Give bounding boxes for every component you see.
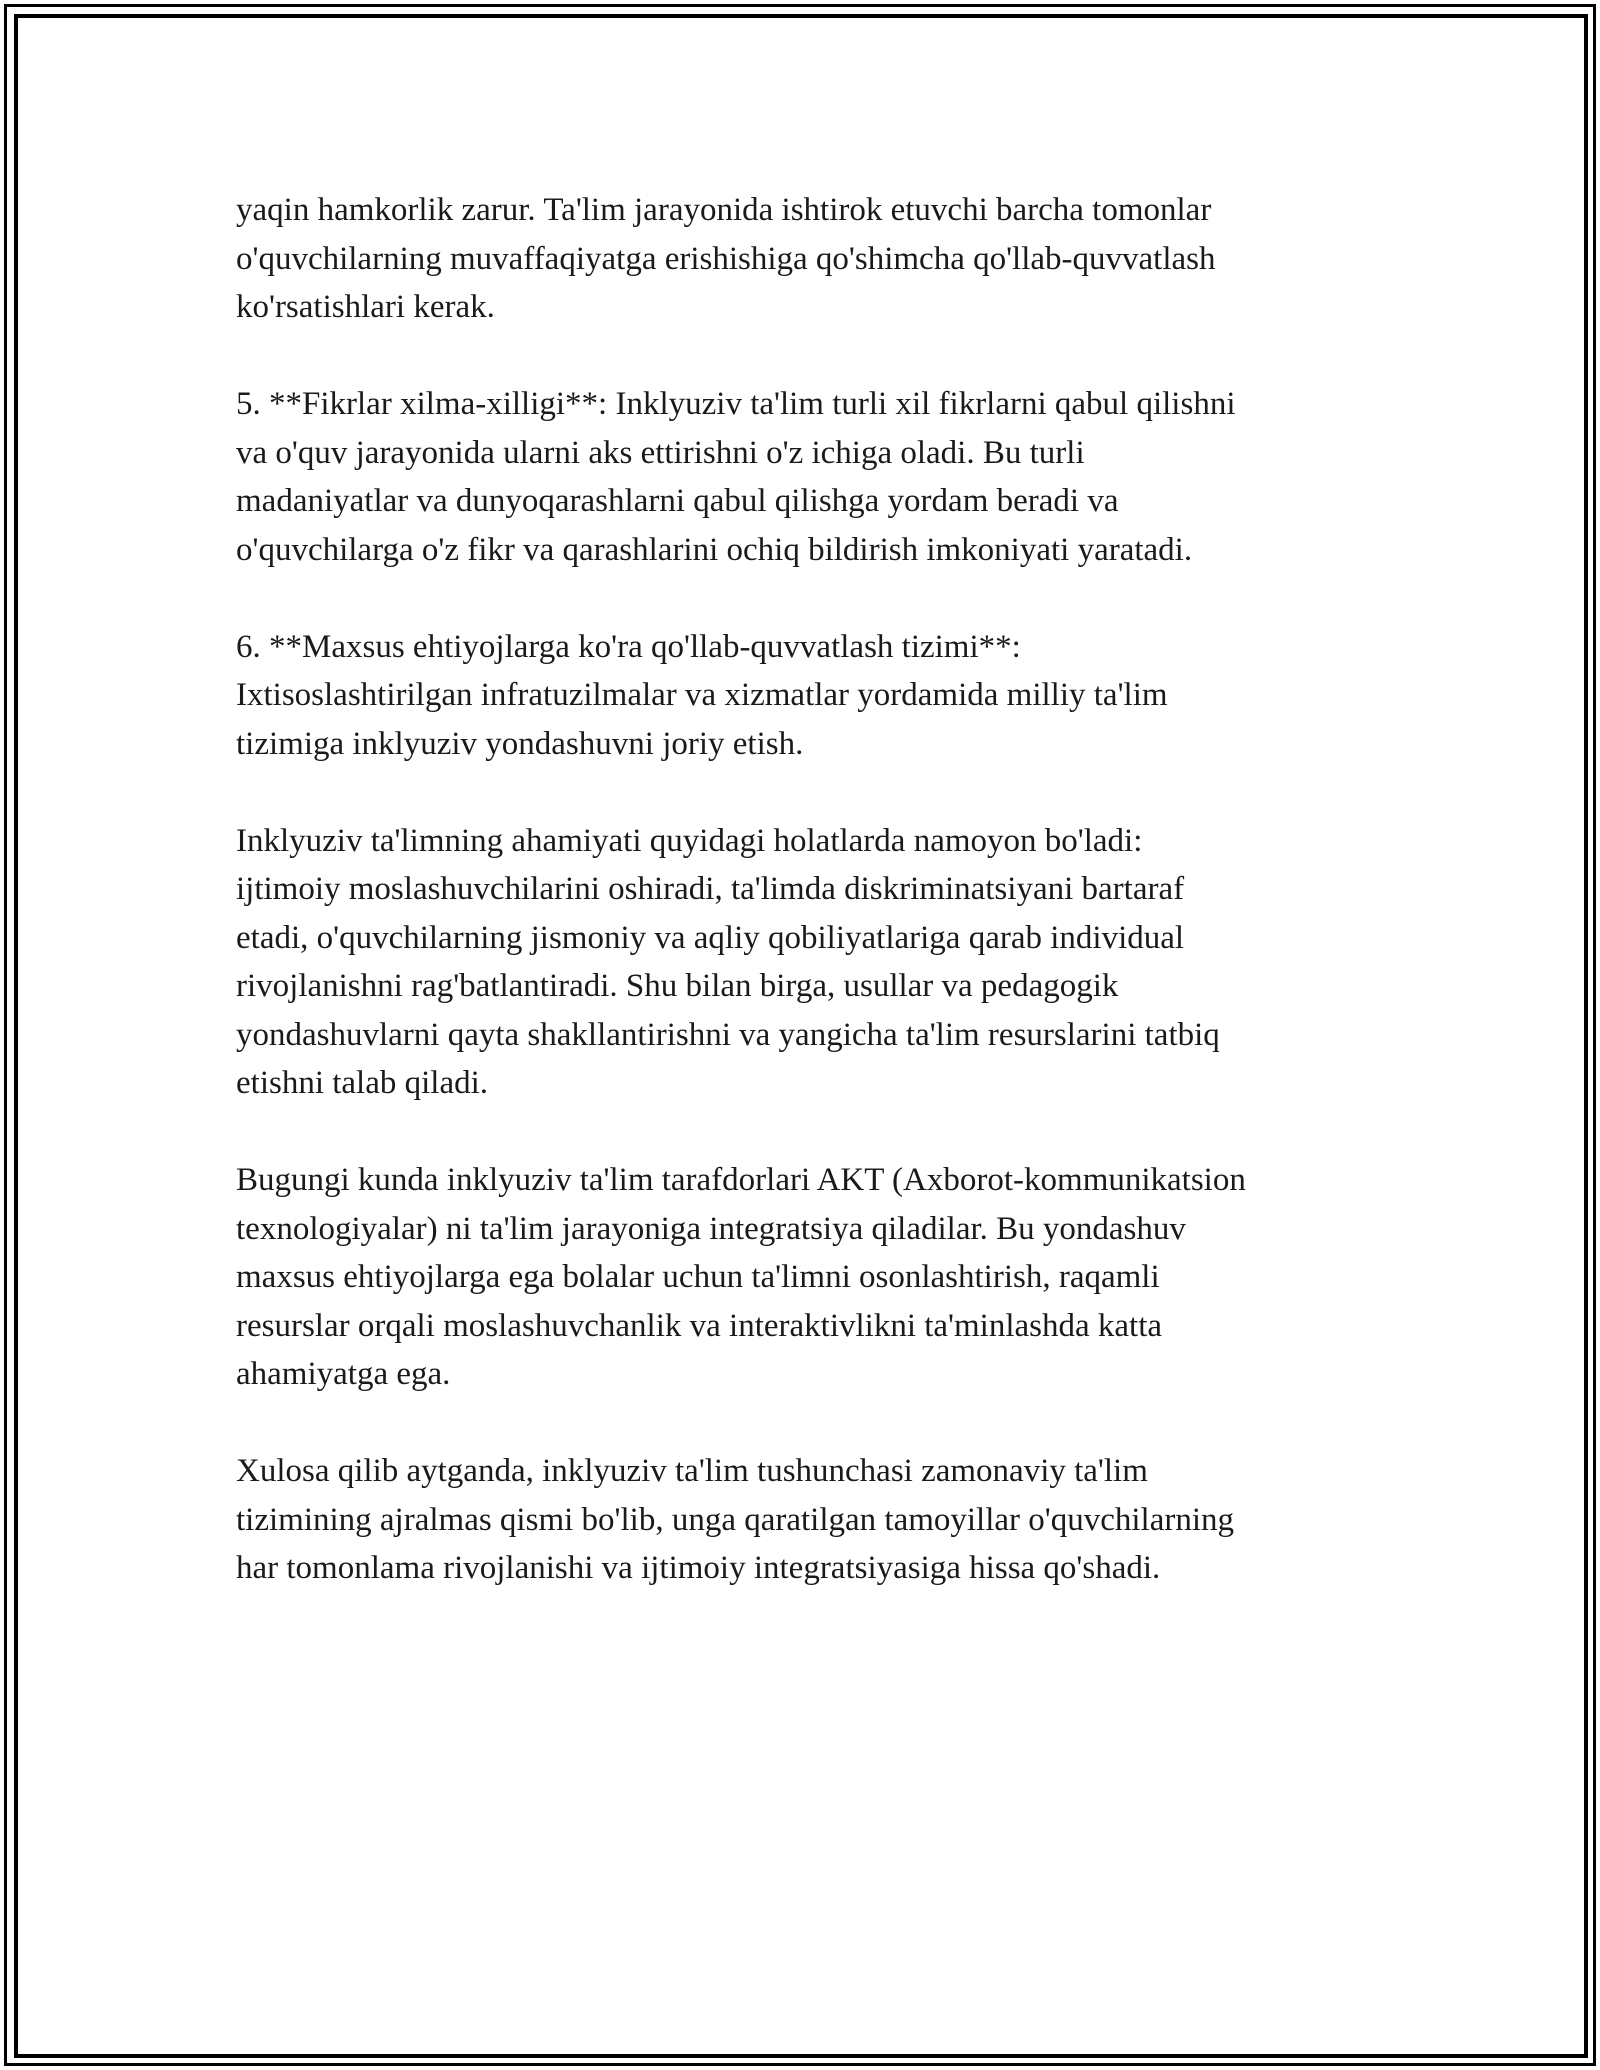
paragraph-continuation: yaqin hamkorlik zarur. Ta'lim jarayonida ishtirok etuvchi barcha tomonlar o'quvchilarning muvaffaqiyatga erishishiga qo'shimcha qo'llab-quvvatlash ko'rsatishlari kerak. bbox=[236, 192, 1216, 325]
paragraph-item-5: 5. **Fikrlar xilma-xilligi**: Inklyuziv ta'lim turli xil fikrlarni qabul qilishni va o'quv jarayonida ularni aks ettirishni o'z ichiga oladi. Bu turli madaniyatlar va dunyoqarashlarni qabul qilishga yordam beradi va o'quvchilarga o'z fikr va qarashlarini ochiq bildirish imkoniyati yaratadi. bbox=[236, 386, 1236, 568]
paragraph-item-6: 6. **Maxsus ehtiyojlarga ko'ra qo'llab-quvvatlash tizimi**: Ixtisoslashtirilgan infratuzilmalar va xizmatlar yordamida milliy ta'lim tizimiga inklyuziv yondashuvni joriy etish. bbox=[236, 628, 1168, 762]
document-body bbox=[236, 186, 1376, 1641]
paragraph-importance: Inklyuziv ta'limning ahamiyati quyidagi holatlarda namoyon bo'ladi: ijtimoiy moslashuvchilarini oshiradi, ta'limda diskriminatsiyani bartaraf etadi, o'quvchilarning jismoniy va aqliy qobiliyatlariga qarab individual rivojlanishni rag'batlantiradi. Shu bilan birga, usullar va pedagogik yondashuvlarni qayta shakllantirishni va yangicha ta'lim resurslarini tatbiq etishni talab qiladi. bbox=[236, 822, 1220, 1101]
paragraph-ict: Bugungi kunda inklyuziv ta'lim tarafdorlari AKT (Axborot-kommunikatsion texnologiyalar) ni ta'lim jarayoniga integratsiya qiladilar. Bu yondashuv maxsus ehtiyojlarga ega bolalar uchun ta'limni osonlashtirish, raqamli resurslar orqali moslashuvchanlik va interaktivlikni ta'minlashda katta ahamiyatga ega. bbox=[236, 1162, 1246, 1392]
paragraph-conclusion: Xulosa qilib aytganda, inklyuziv ta'lim tushunchasi zamonaviy ta'lim tizimining ajralmas qismi bo'lib, unga qaratilgan tamoyillar o'quvchilarning har tomonlama rivojlanishi va ijtimoiy integratsiyasiga hissa qo'shadi. bbox=[236, 1453, 1235, 1586]
